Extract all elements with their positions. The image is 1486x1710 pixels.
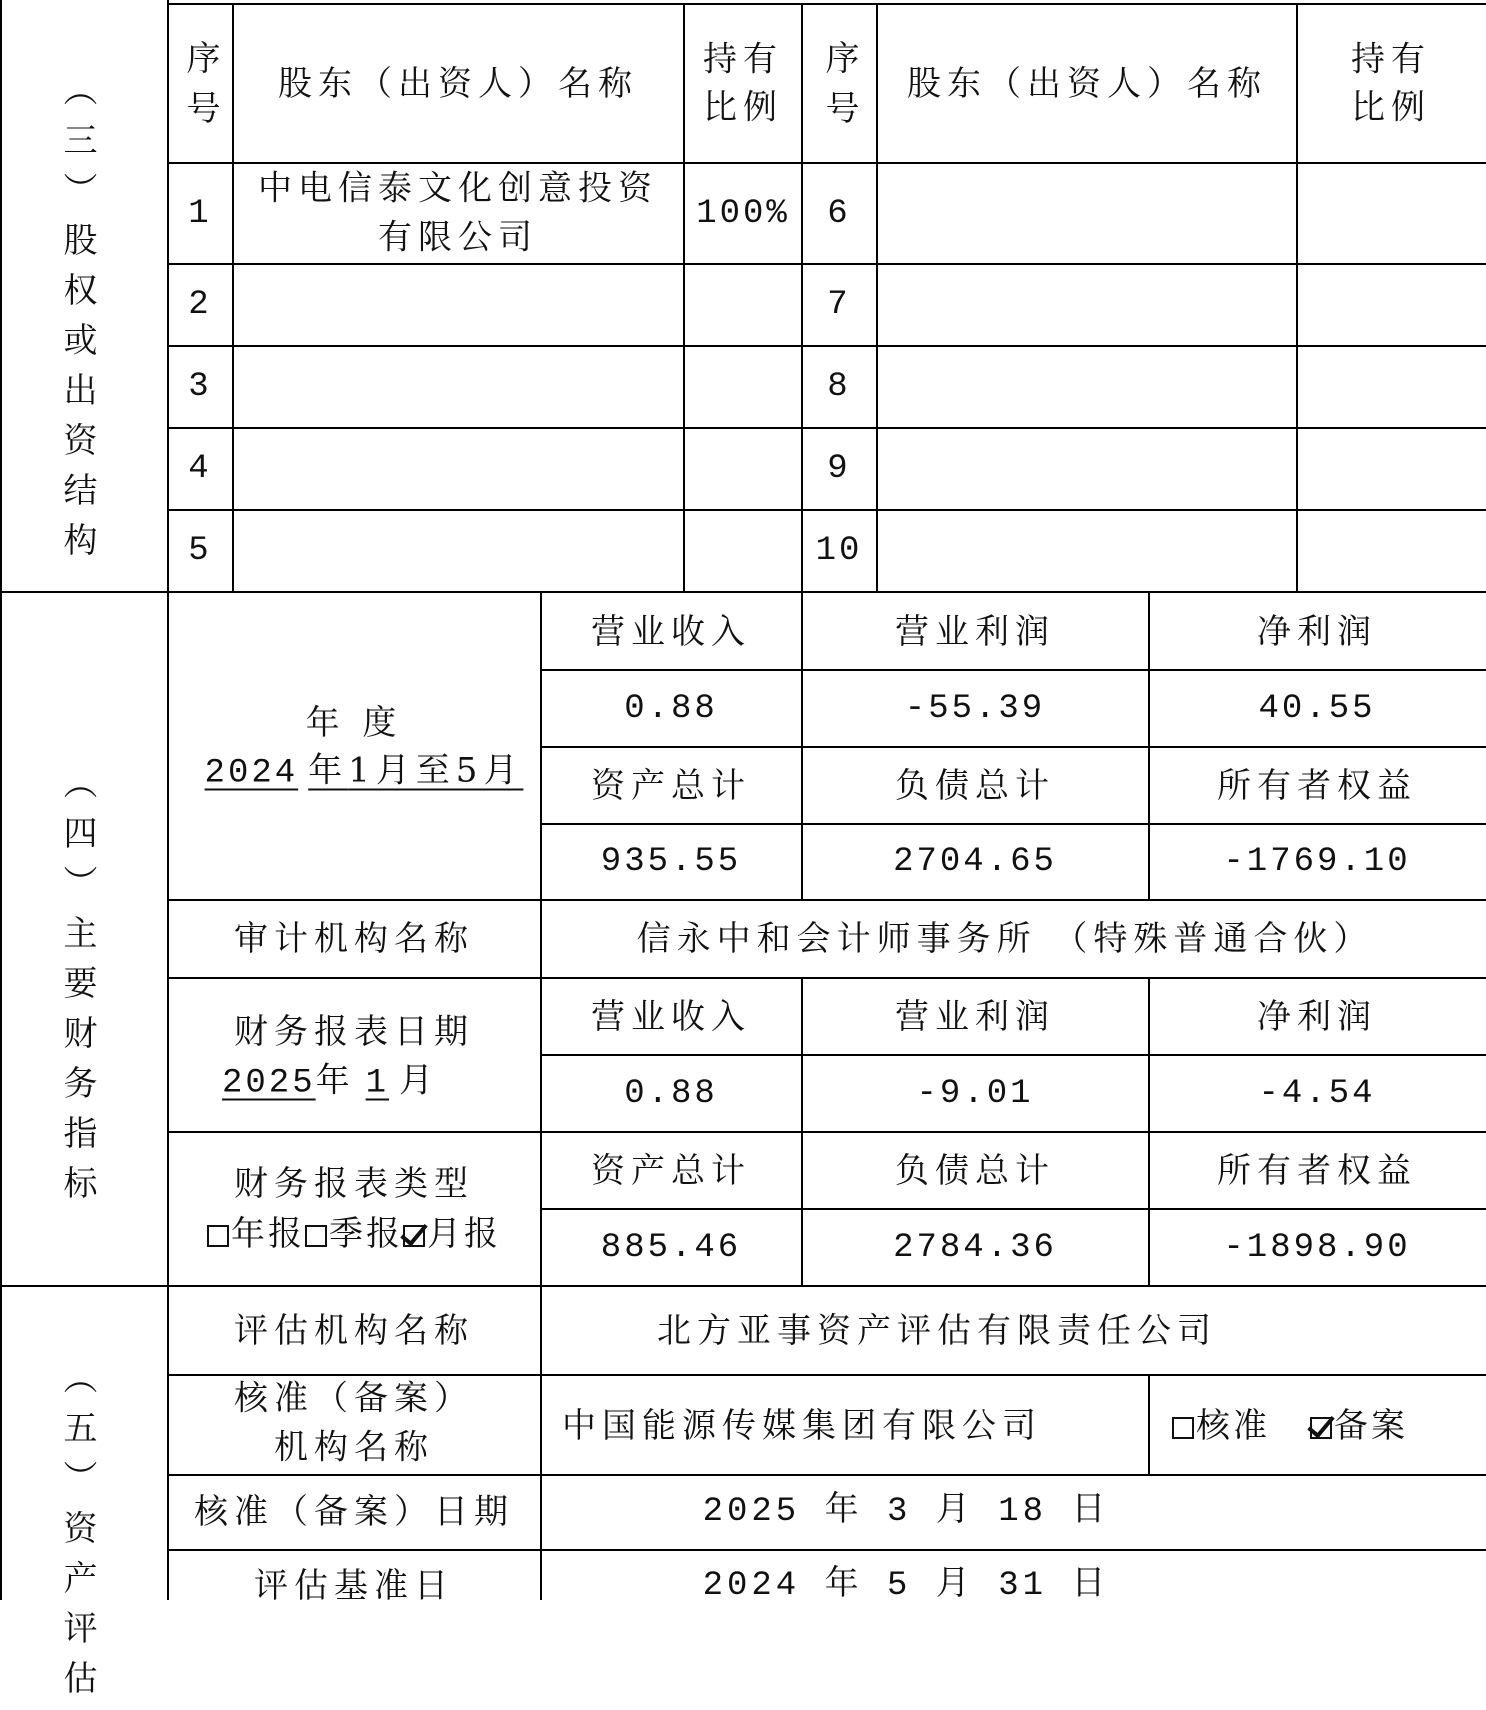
audit-firm-label: 审计机构名称 [234, 919, 474, 959]
approve-date-value: 2025 年 3 月 18 日 [702, 1493, 1110, 1531]
annual-header-operating-profit: 营业利润 [895, 612, 1055, 652]
annual-report-checkbox[interactable] [207, 1225, 229, 1247]
report-total-liabilities-value: 2784.36 [893, 1229, 1057, 1267]
report-total-assets-value: 885.46 [600, 1229, 742, 1267]
annual-equity-value: -1769.10 [1223, 843, 1411, 881]
approve-date-label: 核准（备案）日期 [194, 1492, 514, 1532]
approve-record-options: 核准 备案 [1172, 1409, 1408, 1443]
report-header-total-assets: 资产总计 [591, 1151, 751, 1191]
report-header-equity: 所有者权益 [1217, 1151, 1417, 1191]
annual-net-profit-value: 40.55 [1258, 690, 1376, 728]
annual-label: 年 度 [305, 703, 403, 743]
report-header-total-liabilities: 负债总计 [895, 1151, 1055, 1191]
annual-header-total-assets: 资产总计 [591, 766, 751, 806]
annual-header-revenue: 营业收入 [591, 612, 751, 652]
report-revenue-value: 0.88 [624, 1075, 718, 1113]
approve-org-value: 中国能源传媒集团有限公司 [562, 1406, 1042, 1446]
col-name-header-left: 股东（出资人）名称 [278, 64, 638, 104]
report-equity-value: -1898.90 [1223, 1229, 1411, 1267]
base-date-label: 评估基准日 [254, 1566, 454, 1606]
annual-header-net-profit: 净利润 [1257, 612, 1377, 652]
annual-total-assets-value: 935.55 [600, 843, 742, 881]
report-operating-profit-value: -9.01 [916, 1075, 1034, 1113]
report-date: 2025年 1 月 [222, 1060, 440, 1103]
audit-firm-value: 信永中和会计师事务所 （特殊普通合伙） [636, 919, 1374, 959]
section3-title: （三）股权或出资结构 [57, 72, 97, 572]
report-type-label: 财务报表类型 [234, 1164, 474, 1204]
monthly-report-checkbox[interactable] [403, 1225, 425, 1247]
shareholder-seq: 7 [827, 286, 851, 324]
annual-period: 2024 年1月至5月 [204, 750, 524, 793]
shareholder-seq: 10 [815, 532, 863, 570]
shareholder-seq: 5 [188, 532, 212, 570]
report-type-options: 年报 季报 月报 [207, 1217, 501, 1251]
annual-header-equity: 所有者权益 [1217, 766, 1417, 806]
annual-total-liabilities-value: 2704.65 [893, 843, 1057, 881]
report-header-net-profit: 净利润 [1257, 997, 1377, 1037]
col-seq-header-left: 序号 [180, 40, 220, 140]
annual-operating-profit-value: -55.39 [904, 690, 1046, 728]
shareholder-seq: 4 [188, 450, 212, 488]
quarterly-report-checkbox[interactable] [305, 1225, 327, 1247]
shareholder-seq: 1 [188, 195, 212, 233]
shareholder-seq: 9 [827, 450, 851, 488]
col-seq-header-right: 序号 [819, 40, 859, 140]
col-name-header-right: 股东（出资人）名称 [907, 64, 1267, 104]
shareholder-seq: 8 [827, 368, 851, 406]
shareholder-seq: 6 [827, 195, 851, 233]
approve-checkbox[interactable] [1172, 1417, 1194, 1439]
annual-header-total-liabilities: 负债总计 [895, 766, 1055, 806]
eval-firm-value: 北方亚事资产评估有限责任公司 [657, 1311, 1217, 1351]
section5-title: （五）资产评估 [57, 1360, 97, 1710]
base-date-value: 2024 年 5 月 31 日 [702, 1567, 1110, 1605]
approve-org-label: 核准（备案） 机构名称 [234, 1378, 474, 1468]
shareholder-name: 中电信泰文化创意投资 有限公司 [258, 168, 658, 258]
shareholder-seq: 3 [188, 368, 212, 406]
col-ratio-header-right: 持有比例 [1351, 39, 1431, 127]
section4-title: （四）主要财务指标 [57, 765, 97, 1215]
col-ratio-header-left: 持有比例 [703, 39, 783, 127]
eval-firm-label: 评估机构名称 [234, 1311, 474, 1351]
report-header-operating-profit: 营业利润 [895, 997, 1055, 1037]
shareholder-seq: 2 [188, 286, 212, 324]
report-date-label: 财务报表日期 [234, 1012, 474, 1052]
report-header-revenue: 营业收入 [591, 997, 751, 1037]
report-net-profit-value: -4.54 [1258, 1075, 1376, 1113]
annual-revenue-value: 0.88 [624, 690, 718, 728]
shareholder-ratio: 100% [696, 195, 790, 233]
record-checkbox[interactable] [1310, 1417, 1332, 1439]
